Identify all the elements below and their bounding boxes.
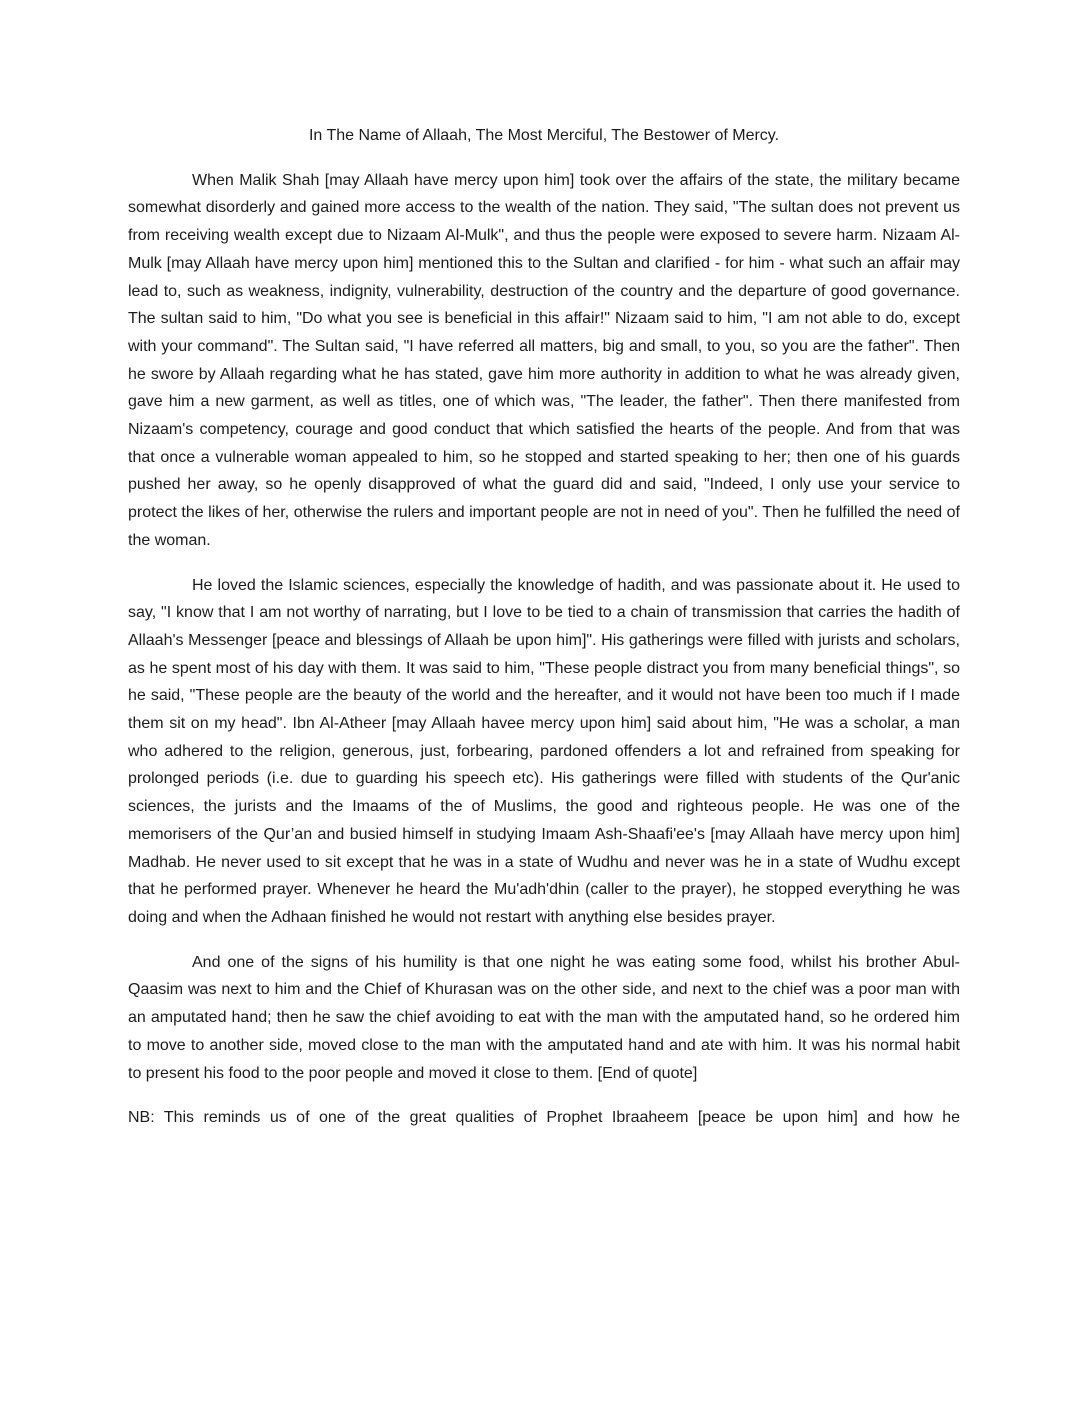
paragraph-islamic-sciences: He loved the Islamic sciences, especially the knowledge of hadith, and was passionate about it. He used to say, "I know that I am not worthy of narrating, but I love to be tied to a chain of transmission that carries the hadith of Allaah's Messenger [peace and blessings of Allaah be upon him]". His gatherings were filled with jurists and scholars, as he spent most of his day with them. It was said to him, "These people distract you from many beneficial things", so he said, "These people are the beauty of the world and the hereafter, and it would not have been too much if I made them sit on my head". Ibn Al-Atheer [may Allaah havee mercy upon him] said about him, "He was a scholar, a man who adhered to the religion, generous, just, forbearing, pardoned offenders a lot and refrained from speaking for prolonged periods (i.e. due to guarding his speech etc). His gatherings were filled with students of the Qur'anic sciences, the jurists and the Imaams of the of Muslims, the good and righteous people. He was one of the memorisers of the Qur’an and busied himself in studying Imaam Ash-Shaafi'ee's [may Allaah have mercy upon him] Madhab. He never used to sit except that he was in a state of Wudhu and never was he in a state of Wudhu except that he performed prayer. Whenever he heard the Mu'adh'dhin (caller to the prayer), he stopped everything he was doing and when the Adhaan finished he would not restart with anything else besides prayer. [128,576,960,926]
document-title: In The Name of Allaah, The Most Merciful, The Bestower of Mercy. [308,127,780,144]
paragraph-nb-note: NB: This reminds us of one of the great qualities of Prophet Ibraaheem [peace be upon him] and how he [128,1109,960,1127]
paragraph-malik-shah: When Malik Shah [may Allaah have mercy upon him] took over the affairs of the state, the military became somewhat disorderly and gained more access to the wealth of the nation. They said, "The sultan does not prevent us from receiving wealth except due to Nizaam Al-Mulk", and thus the people were exposed to severe harm. Nizaam Al-Mulk [may Allaah have mercy upon him] mentioned this to the Sultan and clarified - for him - what such an affair may lead to, such as weakness, indignity, vulnerability, destruction of the country and the departure of good governance. The sultan said to him, "Do what you see is beneficial in this affair!" Nizaam said to him, "I am not able to do, except with your command". The Sultan said, "I have referred all matters, big and small, to you, so you are the father". Then he swore by Allaah regarding what he has stated, gave him more authority in addition to what he was already given, gave him a new garment, as well as titles, one of which was, "The leader, the father". Then there manifested from Nizaam's competency, courage and good conduct that which satisfied the hearts of the people. And from that was that once a vulnerable woman appealed to him, so he stopped and started speaking to her; then one of his guards pushed her away, so he openly disapproved of what the guard did and said, "Indeed, I only use your service to protect the likes of her, otherwise the rulers and important people are not in need of you". Then he fulfilled the need of the woman. [128,171,960,549]
paragraph-humility: And one of the signs of his humility is that one night he was eating some food, whilst his brother Abul-Qaasim was next to him and the Chief of Khurasan was on the other side, and next to the chief was a poor man with an amputated hand; then he saw the chief avoiding to eat with the man with the amputated hand, so he ordered him to move to another side, moved close to the man with the amputated hand and ate with him. It was his normal habit to present his food to the poor people and moved it close to them. [End of quote] [128,953,960,1082]
